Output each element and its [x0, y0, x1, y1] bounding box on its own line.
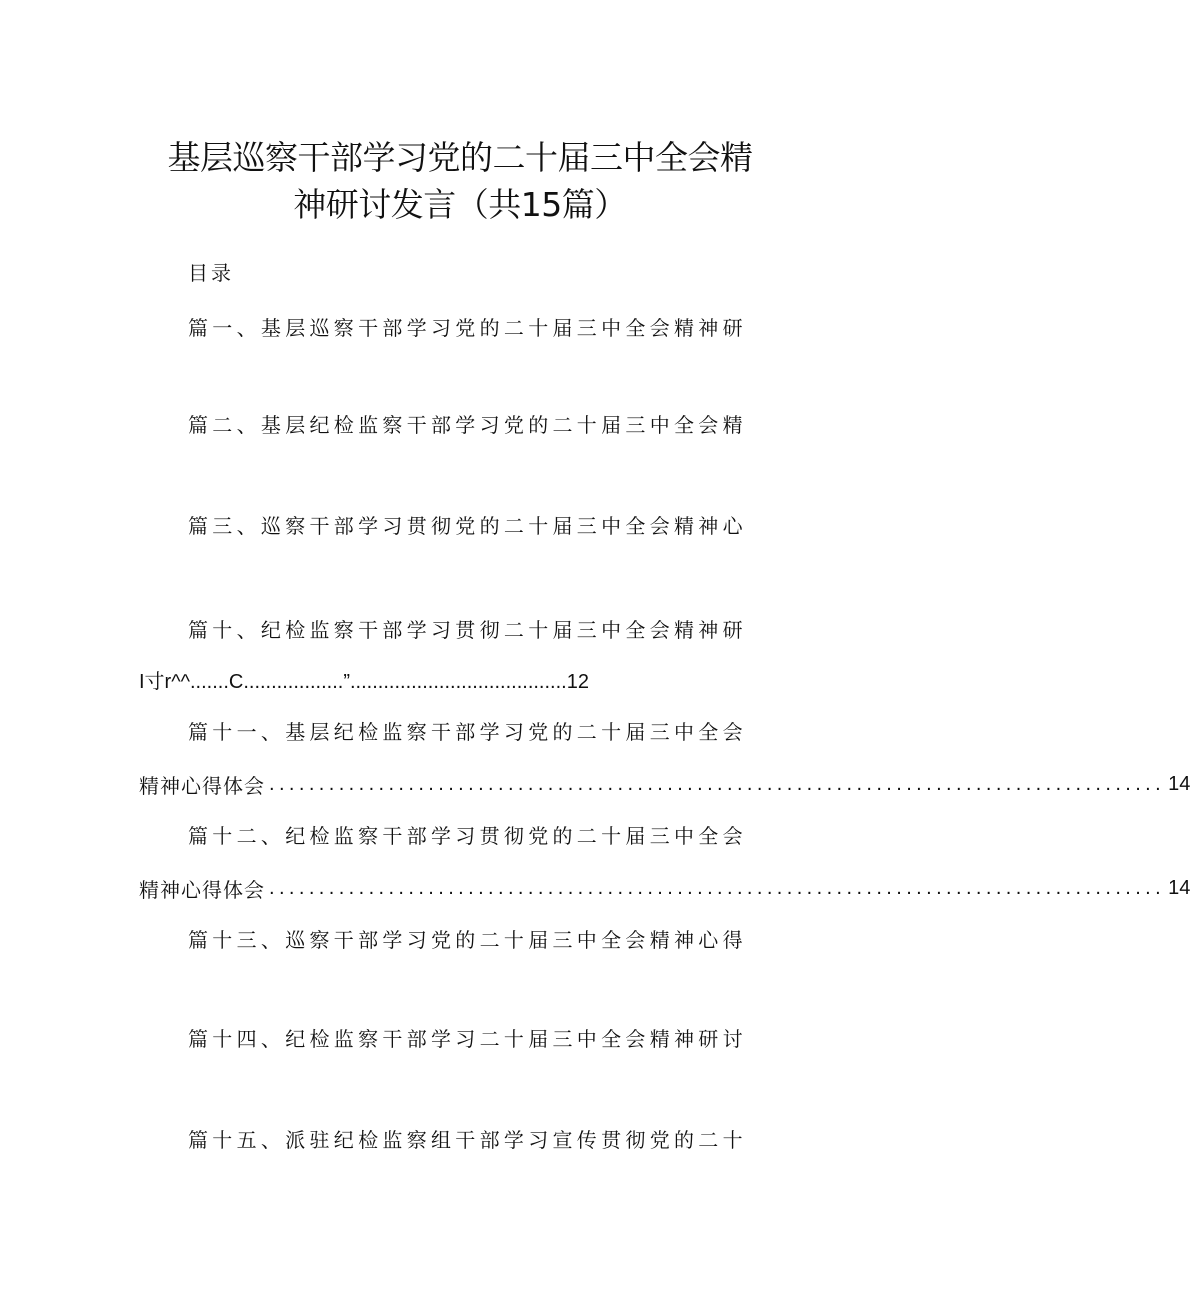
- toc-entry-15[interactable]: 篇十五、派驻纪检监察组干部学习宣传贯彻党的二十: [188, 1128, 747, 1152]
- toc-entry-12[interactable]: 篇十二、纪检监察干部学习贯彻党的二十届三中全会: [188, 824, 747, 848]
- document-title-line-2: 神研讨发言（共15篇）: [293, 185, 627, 224]
- toc-garbled-line: I寸r^^.......C..................”.......................................12: [139, 671, 589, 693]
- toc-dot-leader: ..........................................................................................: [269, 772, 1166, 795]
- toc-entry-3[interactable]: 篇三、巡察干部学习贯彻党的二十届三中全会精神心: [188, 514, 747, 538]
- toc-entry-11-continuation-text: 精神心得体会: [139, 773, 265, 798]
- toc-entry-13[interactable]: 篇十三、巡察干部学习党的二十届三中全会精神心得: [188, 928, 747, 952]
- document-title-line-1: 基层巡察干部学习党的二十届三中全会精: [167, 138, 753, 177]
- toc-heading: 目录: [188, 261, 234, 285]
- toc-entry-11[interactable]: 篇十一、基层纪检监察干部学习党的二十届三中全会: [188, 720, 747, 744]
- toc-entry-10[interactable]: 篇十、纪检监察干部学习贯彻二十届三中全会精神研: [188, 618, 747, 642]
- toc-page-number: 14: [1168, 772, 1190, 795]
- toc-entry-14[interactable]: 篇十四、纪检监察干部学习二十届三中全会精神研讨: [188, 1027, 747, 1051]
- toc-entry-11-continuation[interactable]: [139, 770, 1190, 798]
- toc-entry-12-continuation-text: 精神心得体会: [139, 877, 265, 902]
- toc-entry-2[interactable]: 篇二、基层纪检监察干部学习党的二十届三中全会精: [188, 413, 747, 437]
- toc-page-number: 14: [1168, 876, 1190, 899]
- toc-entry-12-continuation[interactable]: [139, 874, 1190, 902]
- toc-entry-1[interactable]: 篇一、基层巡察干部学习党的二十届三中全会精神研: [188, 316, 747, 340]
- toc-dot-leader: ..........................................................................................: [269, 876, 1166, 899]
